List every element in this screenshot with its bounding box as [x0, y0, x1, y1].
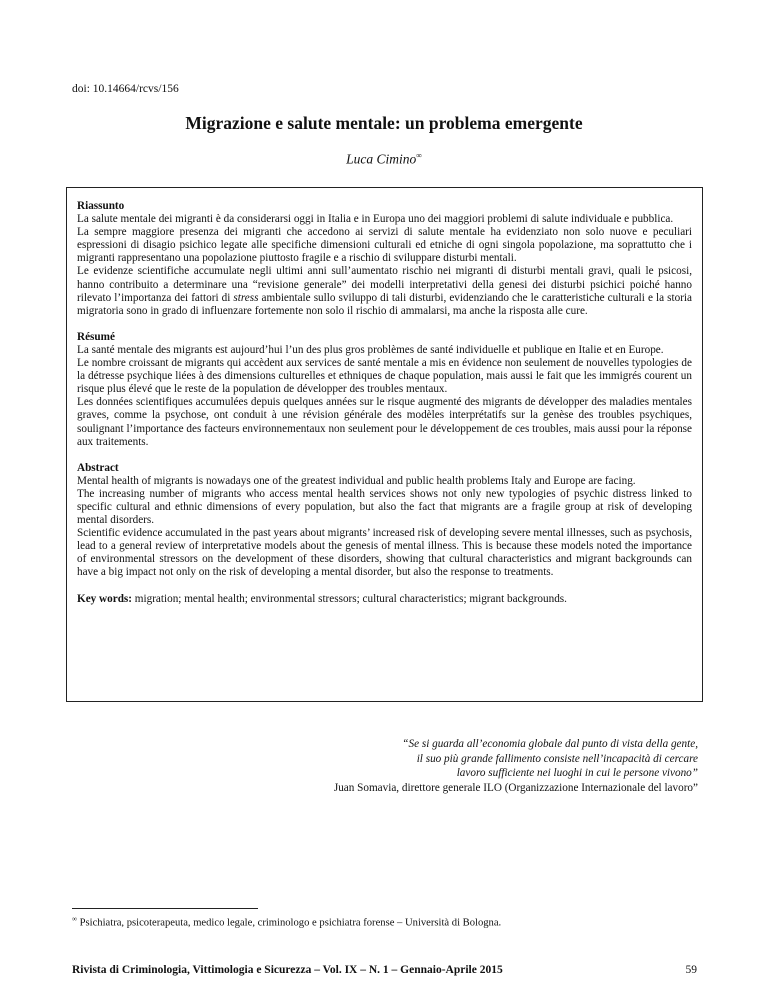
emphasis-text: stress — [233, 291, 259, 304]
epigraph — [178, 737, 698, 795]
abstract-paragraph: La sempre maggiore presenza dei migranti che accedono ai servizi di salute mentale ha evidenziato non solo nuove e peculiari espressioni di disagio psichico legate alle specifiche dimensioni culturali ed etniche di ogni singola popolazione, ma soprattutto che i migranti rappresentano una popolazione piuttosto fragile e a rischio di sviluppare disturbi mentali. — [77, 226, 692, 265]
abstract-paragraph: La santé mentale des migrants est aujourd’hui l’un des plus gros problèmes de santé individuelle et publique en Italie et en Europe. — [77, 343, 664, 356]
abstract-paragraph: Scientific evidence accumulated in the past years about migrants’ increased risk of developing severe mental illnesses, such as psychosis, lead to a general review of interpretative models about the genesis of mental illness. This is because these models noted the importance of environmental stressors on the development of these disorders, showing that cultural characteristics and migrant backgrounds can have a big impact not only on the risk of developing a mental disorder, but also the response to treatments. — [77, 527, 692, 579]
text-run: Le evidenze scientifiche accumulate negli ultimi anni sull’aumentato rischio nei migranti di disturbi mentali gravi, quali le psicosi, hanno contribuito a determinare una “revisione generale” dei modelli interpretativi della genesi dei disturbi psichici poiché hanno rilevato l’importanza dei fattori di — [77, 265, 692, 304]
footnote-divider — [72, 908, 258, 909]
abstract-paragraph: Mental health of migrants is nowadays one of the greatest individual and public health problems Italy and Europe are facing. — [77, 474, 636, 487]
keywords — [77, 593, 692, 606]
abstract-paragraph: Les données scientifiques accumulées depuis quelques années sur le risque augmenté des migrants de développer des maladies mentales graves, comme la psychose, ont conduit à une révision générale des modèles interprétatifs sur la genèse des troubles psychiques, soulignant l’importance des facteurs environnementaux non seulement pour le développement de ces troubles, mais aussi pour la réponse aux traitements. — [77, 396, 692, 448]
abstract-paragraph: Le nombre croissant de migrants qui accèdent aux services de santé mentale a mis en évidence non seulement de nouvelles typologies de la détresse psychique liées à des dimensions culturelles et ethniques de chaque population, mais aussi le fait que les immigrés courent un risque plus élevé que le reste de la population de développer des troubles mentaux. — [77, 357, 692, 396]
epigraph-line: “Se si guarda all’economia globale dal punto di vista della gente, — [402, 738, 698, 750]
abstract-heading: Abstract — [77, 461, 119, 474]
epigraph-line: lavoro sufficiente nei luoghi in cui le persone vivono” — [456, 767, 698, 779]
article-title: Migrazione e salute mentale: un problema emergente — [185, 113, 583, 133]
abstract-french — [77, 331, 692, 449]
author-name: Luca Cimino — [346, 151, 417, 167]
epigraph-line: il suo più grande fallimento consiste nell’incapacità di cercare — [416, 752, 698, 765]
abstract-english — [77, 462, 692, 580]
footnote-mark: ∞ — [72, 915, 77, 923]
doi: doi: 10.14664/rcvs/156 — [72, 83, 179, 95]
page-number: 59 — [685, 964, 697, 976]
abstract-italian — [77, 200, 692, 318]
keywords-text: migration; mental health; environmental stressors; cultural characteristics; migrant backgrounds. — [132, 592, 567, 605]
abstract-heading: Riassunto — [77, 200, 125, 212]
footnote — [72, 915, 501, 929]
text-run: ambientale sullo sviluppo di tali disturbi, evidenziando che le caratteristiche culturali e la storia migratoria sono in grado di influenzare fortemente non solo il rischio di ammalarsi, ma anche la risposta alle cure. — [77, 291, 693, 317]
footnote-text: Psichiatra, psicoterapeuta, medico legale, criminologo e psichiatra forense – Università di Bologna. — [77, 917, 502, 929]
author-footnote-mark: ∞ — [416, 151, 422, 160]
keywords-label: Key words: — [77, 592, 132, 605]
abstract-paragraph: The increasing number of migrants who access mental health services shows not only new typologies of psychic distress linked to specific cultural and ethnic dimensions of every population, but also the fact that migrants are a fragile group at risk of developing mental disorders. — [77, 487, 692, 527]
author — [0, 151, 768, 168]
journal-footer: Rivista di Criminologia, Vittimologia e Sicurezza – Vol. IX – N. 1 – Gennaio-Aprile 2015 — [72, 964, 503, 976]
abstract-box — [66, 187, 703, 702]
abstract-heading: Résumé — [77, 330, 115, 343]
abstract-paragraph: La salute mentale dei migranti è da considerarsi oggi in Italia e in Europa uno dei maggiori problemi di salute individuale e pubblica. — [77, 213, 674, 226]
abstract-paragraph — [77, 265, 692, 317]
epigraph-attribution: Juan Somavia, direttore generale ILO (Organizzazione Internazionale del lavoro” — [333, 781, 698, 794]
